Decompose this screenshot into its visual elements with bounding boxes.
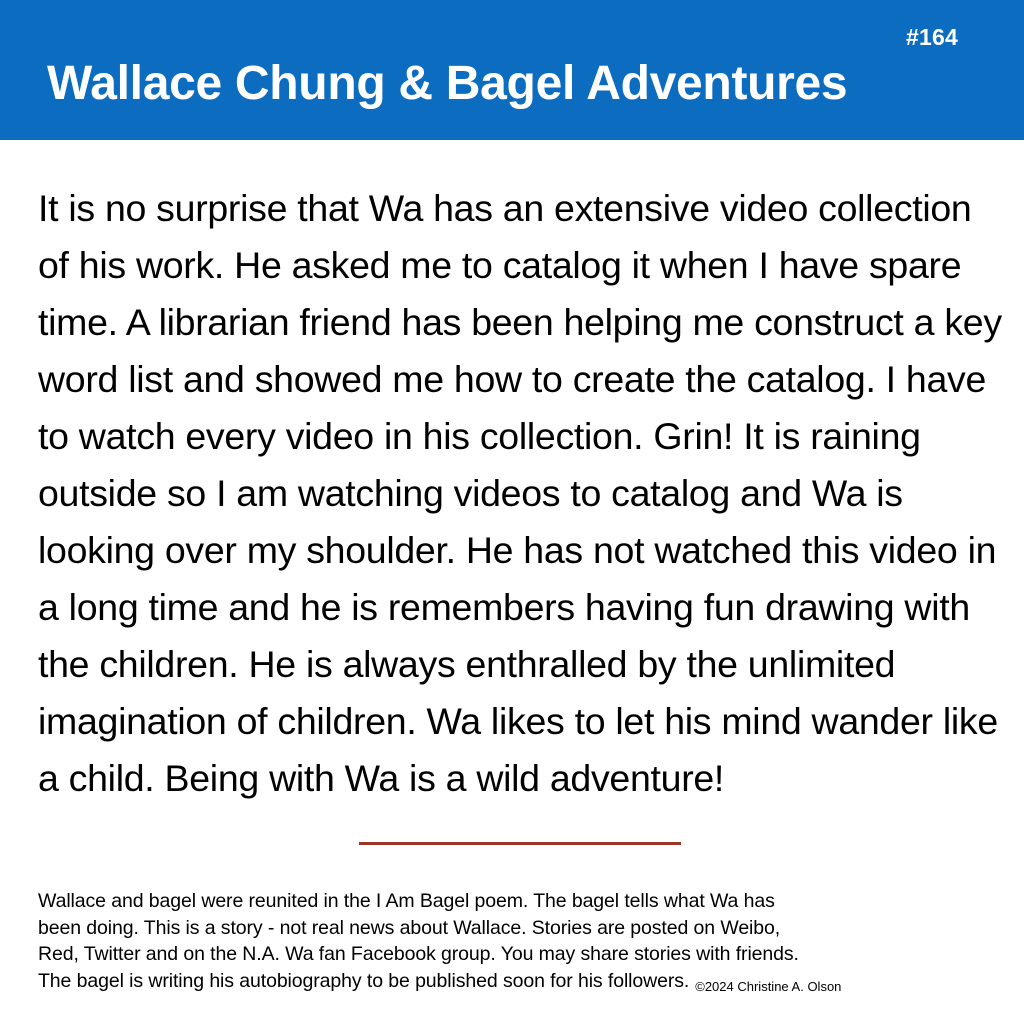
body-area [0, 140, 1024, 853]
footer-line-2: been doing. This is a story - not real news about Wallace. Stories are posted on Weibo, [38, 916, 781, 939]
footer-line-1: Wallace and bagel were reunited in the I Am Bagel poem. The bagel tells what Wa has [38, 890, 775, 912]
section-divider [359, 842, 681, 845]
divider-container [38, 835, 1002, 853]
page-title: Wallace Chung & Bagel Adventures [47, 57, 848, 110]
issue-number: #164 [906, 24, 958, 50]
header-banner [0, 0, 1024, 140]
footer-line-4: The bagel is writing his autobiography to be published soon for his followers. [38, 969, 690, 992]
footer-last-line [38, 968, 998, 995]
copyright-notice: ©2024 Christine A. Olson [695, 979, 842, 994]
footer-note [38, 888, 998, 994]
story-paragraph: It is no surprise that Wa has an extensive video collection of his work. He asked me to catalog it when I have spare time. A librarian friend has been helping me construct a key word list and showed me how to create the catalog. I have to watch every video in his collection. Grin! It is raining outside so I am watching videos to catalog and Wa is looking over my shoulder. He has not watched this video in a long time and he is remembers having fun drawing with the children. He is always enthralled by the unlimited imagination of children. Wa likes to let his mind wander like a child. Being with Wa is a wild adventure! [38, 187, 1002, 799]
footer-line-3: Red, Twitter and on the N.A. Wa fan Facebook group. You may share stories with friends. [38, 943, 799, 965]
